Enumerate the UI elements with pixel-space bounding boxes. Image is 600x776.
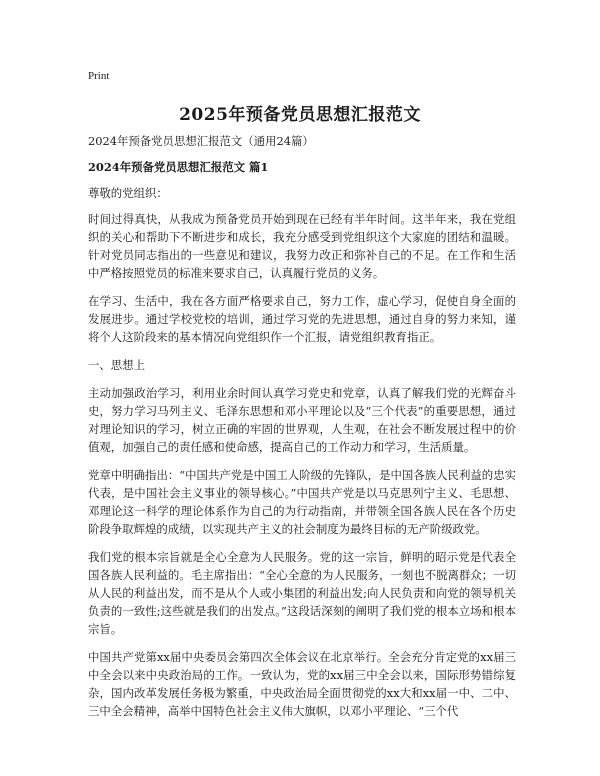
paragraph: 时间过得真快，从我成为预备党员开始到现在已经有半年时间。这半年来，我在党组织的关心和帮助下不断进步和成长，我充分感受到党组织这个大家庭的团结和温暖。针对党员同志指出的一些意见和建议，我努力改正和弥补自己的不足。在工作和生活中严格按照党员的标准来要求自己，认真履行党员的义务。: [88, 212, 516, 280]
paragraph: 党章中明确指出：“中国共产党是中国工人阶级的先锋队，是中国各族人民利益的忠实代表，是中国社会主义事业的领导核心。”中国共产党是以马克思列宁主义、毛思想、邓理论这一科学的理论体系作为自己的为行动指南，并带领全国各族人民在各个历史阶段争取辉煌的成绩，以实现共产主义的社会制度为最终目标的无产阶级政党。: [88, 468, 516, 536]
salutation: 尊敬的党组织：: [88, 186, 168, 200]
page-title: 2025年预备党员思想汇报范文: [179, 105, 421, 125]
section-heading: 2024年预备党员思想汇报范文 篇1: [88, 160, 269, 174]
document-subtitle: 2024年预备党员思想汇报范文（通用24篇）: [88, 134, 314, 148]
document-body: [88, 132, 516, 730]
print-label[interactable]: Print: [88, 70, 110, 82]
section-subheading: 一、思想上: [88, 358, 145, 372]
paragraph: 我们党的根本宗旨就是全心全意为人民服务。党的这一宗旨，鲜明的昭示党是代表全国各族人民利益的。毛主席指出：“全心全意的为人民服务，一刻也不脱离群众；一切从人民的利益出发，而不是从个人或小集团的利益出发;向人民负责和向党的领导机关负责的一致性;这些就是我们的出发点。”这段话深刻的阐明了我们党的根本立场和根本宗旨。: [88, 550, 516, 636]
paragraph: 在学习、生活中，我在各方面严格要求自己，努力工作，虚心学习，促使自身全面的发展进步。通过学校党校的培训，通过学习党的先进思想，通过自身的努力来知，谨将个人这阶段来的基本情况向党组织作一个汇报，请党组织教育指正。: [88, 294, 516, 344]
paragraph: 主动加强政治学习，利用业余时间认真学习党史和党章，认真了解我们党的光辉奋斗史，努力学习马列主义、毛泽东思想和邓小平理论以及“三个代表”的重要思想，通过对理论知识的学习，树立正确的牢固的世界观，人生观，在社会不断发展过程中的价值观，加强自己的责任感和使命感，提高自己的工作动力和学习，生活质量。: [88, 386, 516, 454]
paragraph: 中国共产党第xx届中央委员会第四次全体会议在北京举行。全会充分肯定党的xx届三中全会以来中央政治局的工作。一致认为，党的xx届三中全会以来，国际形势错综复杂，国内改革发展任务极为繁重，中央政治局全面贯彻党的xx大和xx届一中、二中、三中全会精神，高举中国特色社会主义伟大旗帜，以邓小平理论、“三个代: [88, 650, 516, 718]
